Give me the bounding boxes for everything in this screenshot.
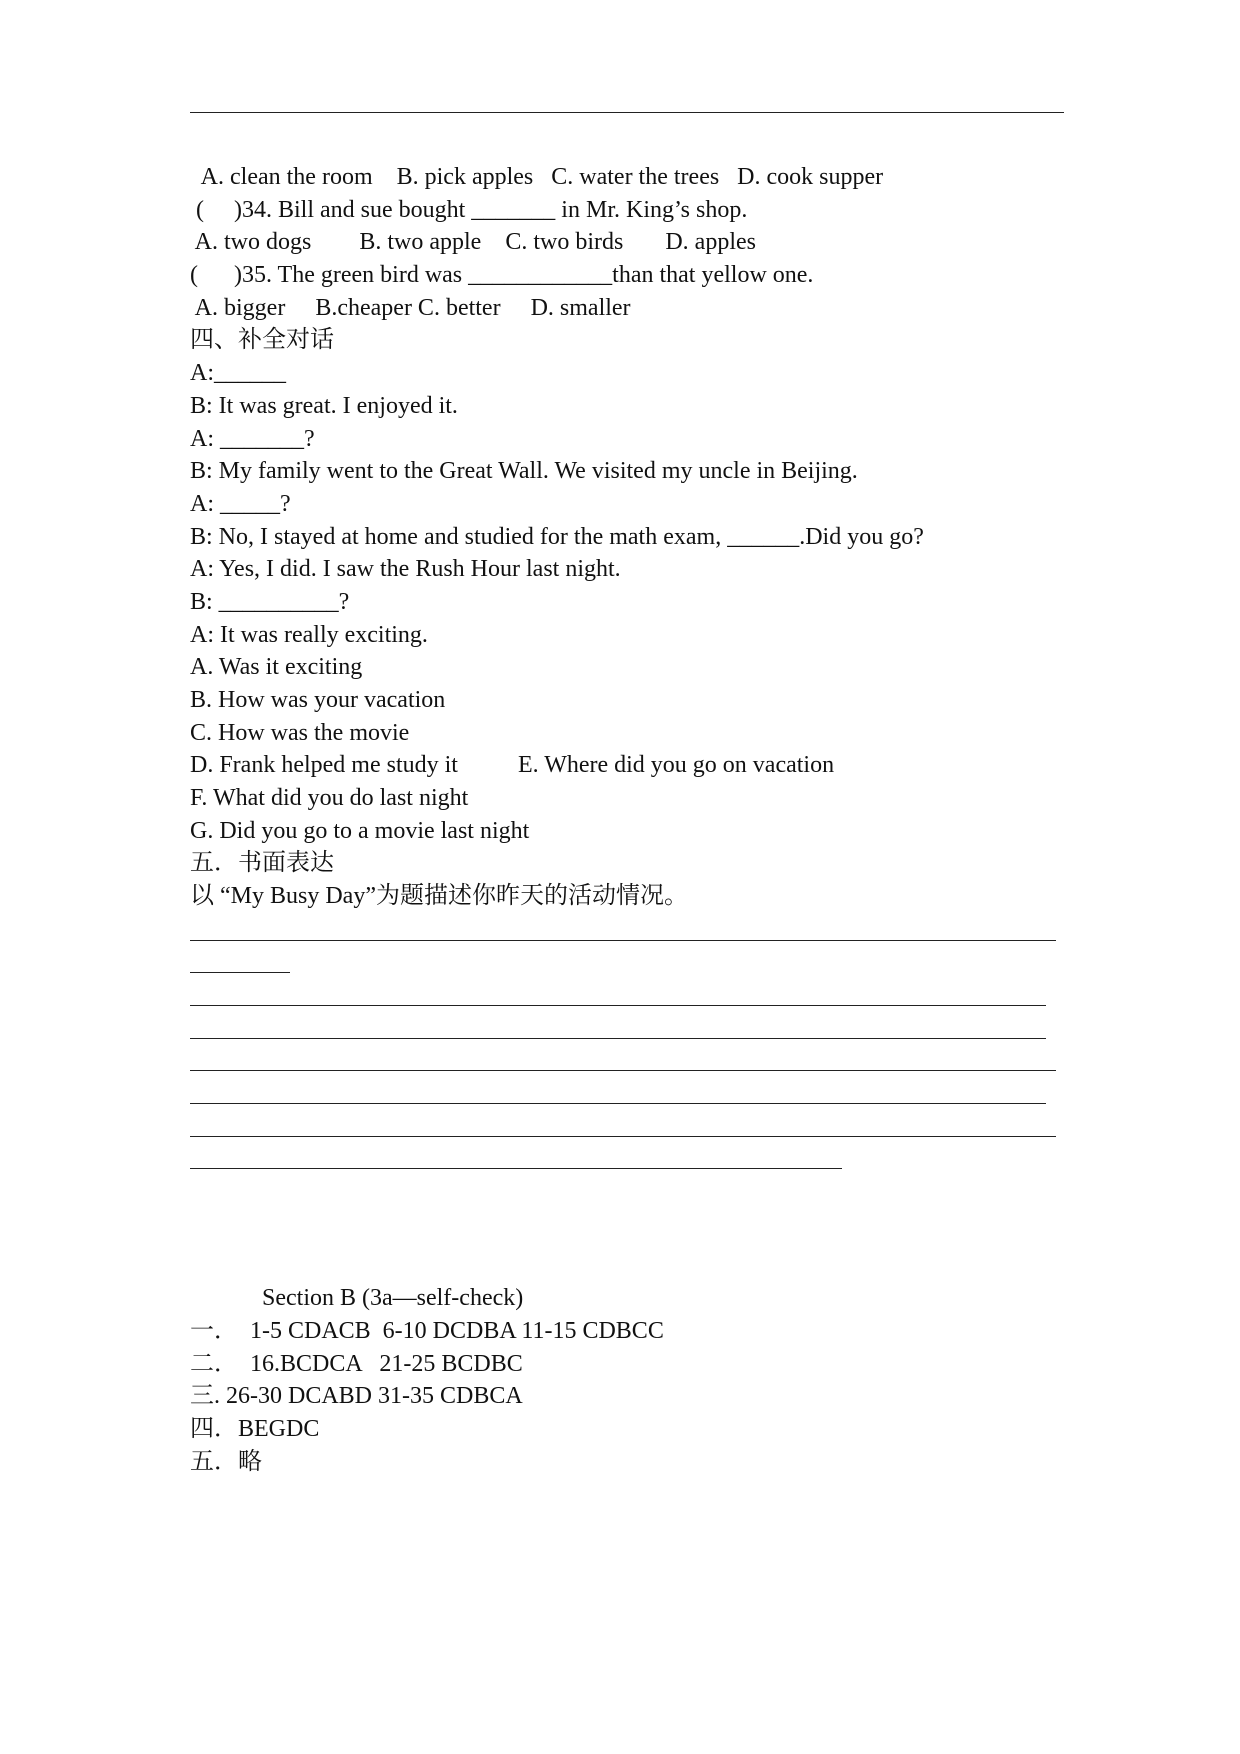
q34-options: A. two dogs B. two apple C. two birds D. apples	[190, 229, 756, 256]
writing-line[interactable]	[190, 946, 1070, 979]
dialogue-option: C. How was the movie	[190, 719, 410, 746]
section5-heading: 五．书面表达	[190, 850, 334, 877]
dialogue-line: A:______	[190, 360, 286, 387]
answer-key-title: Section B (3a—self-check)	[190, 1285, 524, 1312]
writing-prompt: 以 “My Busy Day”为题描述你昨天的活动情况。	[190, 883, 688, 910]
answer-key	[190, 1282, 1070, 1478]
dialogue-line: B: It was great. I enjoyed it.	[190, 392, 458, 419]
writing-line[interactable]	[190, 1011, 1070, 1044]
dialogue-option: F. What did you do last night	[190, 785, 469, 812]
writing-line[interactable]	[190, 978, 1070, 1011]
dialogue-line: B: __________?	[190, 588, 350, 615]
dialogue-option: A. Was it exciting	[190, 654, 363, 681]
dialogue-line: A: _____?	[190, 490, 291, 517]
dialogue-line: B: No, I stayed at home and studied for the math exam, ______.Did you go?	[190, 523, 924, 550]
section4-heading: 四、补全对话	[190, 327, 334, 354]
answer-line: 四．BEGDC	[190, 1416, 320, 1443]
dialogue-line: A: It was really exciting.	[190, 621, 428, 648]
dialogue-option: D. Frank helped me study it E. Where did you go on vacation	[190, 752, 835, 779]
writing-line[interactable]	[190, 1142, 1070, 1175]
answer-line: 一． 1-5 CDACB 6-10 DCDBA 11-15 CDBCC	[190, 1318, 664, 1344]
q33-options: A. clean the room B. pick apples C. water the trees D. cook supper	[190, 164, 884, 190]
q35-options: A. bigger B.cheaper C. better D. smaller	[190, 294, 631, 321]
worksheet-body	[190, 161, 1070, 1478]
dialogue-option: G. Did you go to a movie last night	[190, 817, 530, 844]
q35-stem: ( )35. The green bird was ____________than that yellow one.	[190, 262, 814, 289]
q34-stem: ( )34. Bill and sue bought _______ in Mr. King’s shop.	[190, 196, 748, 223]
dialogue-line: A: Yes, I did. I saw the Rush Hour last night.	[190, 556, 621, 583]
writing-line[interactable]	[190, 913, 1070, 946]
answer-line: 五．略	[190, 1448, 262, 1475]
answer-line: 三. 26-30 DCABD 31-35 CDBCA	[190, 1383, 523, 1410]
dialogue-line: B: My family went to the Great Wall. We visited my uncle in Beijing.	[190, 458, 858, 485]
writing-line[interactable]	[190, 1109, 1070, 1142]
dialogue-line: A: _______?	[190, 425, 315, 452]
spacer	[190, 1174, 1070, 1282]
header-rule	[190, 112, 1064, 113]
answer-line: 二． 16.BCDCA 21-25 BCDBC	[190, 1350, 523, 1377]
dialogue-option: B. How was your vacation	[190, 687, 446, 713]
writing-line[interactable]	[190, 1044, 1070, 1077]
writing-line[interactable]	[190, 1076, 1070, 1109]
